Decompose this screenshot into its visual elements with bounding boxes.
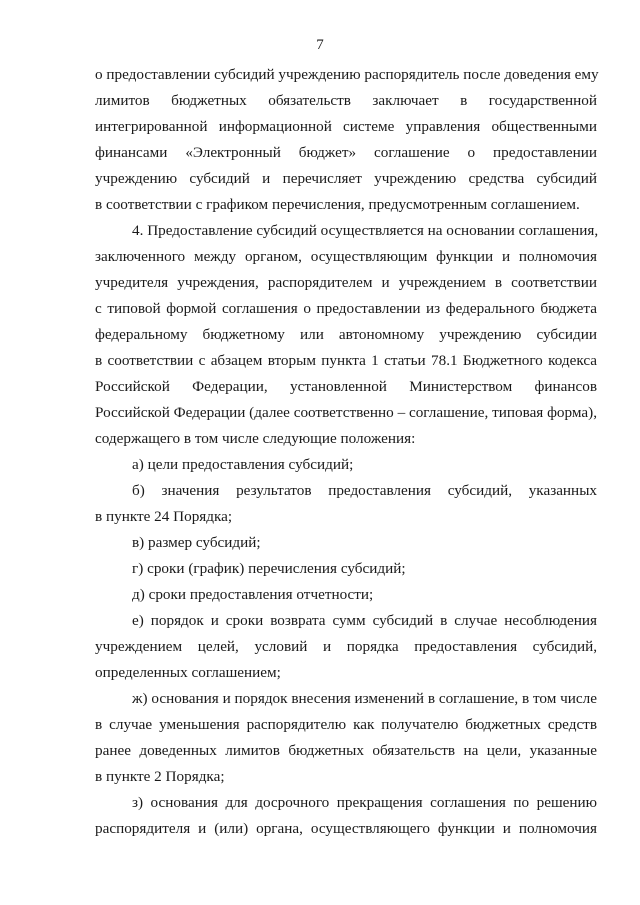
text-line: интегрированной информационной системе управления общественными <box>95 118 597 135</box>
text-line: з) основания для досрочного прекращения соглашения по решению <box>132 794 597 811</box>
text-line: а) цели предоставления субсидий; <box>132 456 354 473</box>
text-line: д) сроки предоставления отчетности; <box>132 586 374 603</box>
document-body <box>95 62 597 842</box>
text-line: е) порядок и сроки возврата сумм субсидий в случае несоблюдения <box>132 612 597 629</box>
paragraph <box>95 556 597 582</box>
text-line: содержащего в том числе следующие положения: <box>95 430 416 447</box>
text-line: о предоставлении субсидий учреждению распорядитель после доведения ему <box>95 66 599 83</box>
text-line: Российской Федерации, установленной Министерством финансов <box>95 378 597 395</box>
text-line: с типовой формой соглашения о предоставлении из федерального бюджета <box>95 300 597 317</box>
paragraph <box>95 608 597 686</box>
text-line: лимитов бюджетных обязательств заключает в государственной <box>95 92 597 109</box>
text-line: в случае уменьшения распорядителю как получателю бюджетных средств <box>95 716 597 733</box>
text-line: учредителя учреждения, распорядителем и учреждением в соответствии <box>95 274 597 291</box>
text-line: ж) основания и порядок внесения изменений в соглашение, в том числе <box>132 690 597 707</box>
text-line: финансами «Электронный бюджет» соглашение о предоставлении <box>95 144 597 161</box>
text-line: в пункте 24 Порядка; <box>95 508 233 525</box>
text-line: 4. Предоставление субсидий осуществляется на основании соглашения, <box>132 222 599 239</box>
text-line: ранее доведенных лимитов бюджетных обязательств на цели, указанные <box>95 742 597 759</box>
paragraph <box>95 686 597 790</box>
text-line: учреждением целей, условий и порядка предоставления субсидий, <box>95 638 597 655</box>
text-line: в соответствии с абзацем вторым пункта 1 статьи 78.1 Бюджетного кодекса <box>95 352 597 369</box>
text-line: в пункте 2 Порядка; <box>95 768 225 785</box>
text-line: учреждению субсидий и перечисляет учреждению средства субсидий <box>95 170 597 187</box>
text-line: заключенного между органом, осуществляющим функции и полномочия <box>95 248 597 265</box>
paragraph <box>95 62 597 218</box>
text-line: б) значения результатов предоставления субсидий, указанных <box>132 482 597 499</box>
paragraph <box>95 218 597 452</box>
page-number: 7 <box>316 37 324 53</box>
text-line: Российской Федерации (далее соответственно – соглашение, типовая форма), <box>95 404 597 421</box>
text-line: в соответствии с графиком перечисления, предусмотренным соглашением. <box>95 196 580 213</box>
text-line: г) сроки (график) перечисления субсидий; <box>132 560 406 577</box>
paragraph <box>95 452 597 478</box>
paragraph <box>95 530 597 556</box>
paragraph <box>95 790 597 842</box>
paragraph <box>95 582 597 608</box>
text-line: в) размер субсидий; <box>132 534 261 551</box>
text-line: определенных соглашением; <box>95 664 281 681</box>
text-line: федеральному бюджетному или автономному учреждению субсидии <box>95 326 597 343</box>
text-line: распорядителя и (или) органа, осуществляющего функции и полномочия <box>95 820 597 837</box>
paragraph <box>95 478 597 530</box>
